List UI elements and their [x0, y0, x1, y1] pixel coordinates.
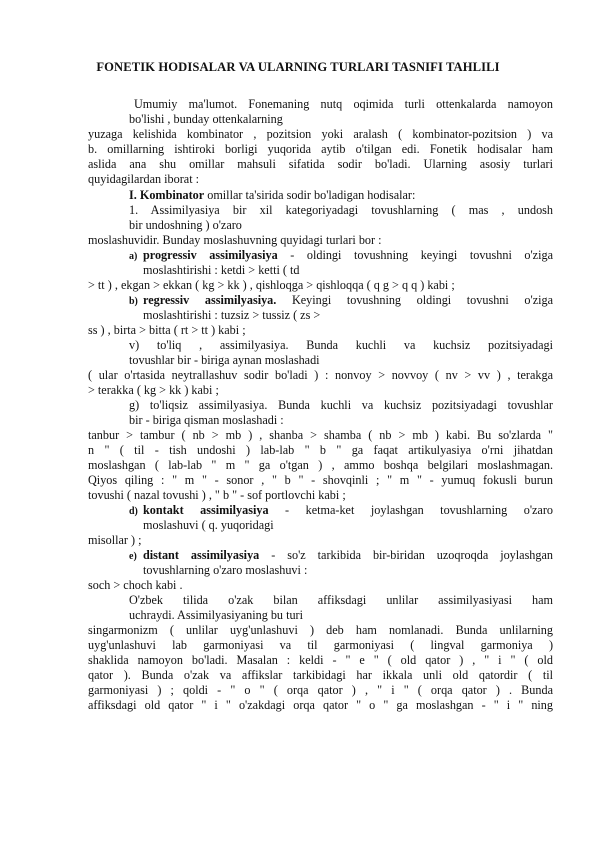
text-line: bir undoshning ) o'zaro — [129, 218, 242, 232]
text-span: Keyingi tovushning oldingi tovushni o'ziga — [276, 293, 553, 307]
term: regressiv assimilyasiya. — [143, 293, 277, 307]
text-line: > terakka ( kg > kk ) kabi ; — [88, 383, 219, 397]
term: distant assimilyasiya — [143, 548, 260, 562]
list-item-line: 1. Assimilyasiya bir xil kategoriyadagi tovushlarning ( mas , undosh — [129, 203, 553, 217]
term: progressiv assimilyasiya — [143, 248, 278, 262]
text-line: soch > choch kabi . — [88, 578, 183, 592]
list-marker: b) — [129, 296, 138, 307]
list-marker: d) — [129, 506, 138, 517]
list-item-line — [143, 293, 553, 308]
text-line: moslashuvidir. Bunday moslashuvning quyidagi turlari bor : — [88, 233, 382, 247]
list-item-line — [143, 548, 553, 563]
text-line: tanbur > tambur ( nb > mb ) , shanba > shamba ( nb > mb ) kabi. Bu so'zlarda " — [88, 428, 553, 442]
document-title: FONETIK HODISALAR VA ULARNING TURLARI TASNIFI TAHLILI — [96, 60, 500, 74]
text-line: moslashtirishi : tuzsiz > tussiz ( zs > — [143, 308, 321, 322]
text-line: tovushlarning o'zaro moslashuvi : — [143, 563, 308, 577]
text-line: O'zbek tilida o'zak bilan affiksdagi unlilar assimilyasiyasi ham — [129, 593, 553, 607]
text-line: qator ). Bunda o'zak va affikslar tarkibidagi har ikkala unli old qatordir ( til — [88, 668, 553, 682]
text-span: omillar ta'sirida sodir bo'ladigan hodisalar: — [204, 188, 416, 202]
text-line: singarmonizm ( unlilar uyg'unlashuvi ) deb ham nomlanadi. Bunda unlilarning — [88, 623, 553, 637]
list-item-line — [143, 248, 553, 263]
text-line: Umumiy ma'lumot. Fonemaning nutq oqimida turli ottenkalarda namoyon — [134, 97, 553, 111]
text-line: tovushlar bir - biriga aynan moslashadi — [129, 353, 320, 367]
section-heading-line — [129, 188, 415, 203]
text-line: moslashgan ( lab-lab " m " ga o'tgan ) , ammo boshqa belgilari moslashmagan. — [88, 458, 553, 472]
list-item-line: v) to'liq , assimilyasiya. Bunda kuchli va kuchsiz pozitsiyadagi — [129, 338, 553, 352]
text-line: b. omillarning ishtiroki borligi yuqorida aytib o'tilgan edi. Fonetik hodisalar ham — [88, 142, 553, 156]
text-line: ss ) , birta > bitta ( rt > tt ) kabi ; — [88, 323, 246, 337]
term: kontakt assimilyasiya — [143, 503, 269, 517]
text-line: n " ( til - tish undoshi ) lab-lab " b " ga faqat artikulyasiya o'rni jihatdan — [88, 443, 553, 457]
text-span: - so'z tarkibida bir-biridan uzoqroqda joylashgan — [259, 548, 553, 562]
text-line: Qiyos qiling : " m " - sonor , " b " - shovqinli ; " m " - yumuq fokusli burun — [88, 473, 553, 487]
text-line: garmoniyasi ) ; qoldi - " o " ( orqa qator ) , " i " ( orqa qator ) . Bunda — [88, 683, 553, 697]
list-item-line: g) to'liqsiz assimilyasiya. Bunda kuchli va kuchsiz pozitsiyadagi tovushlar — [129, 398, 553, 412]
text-line: misollar ) ; — [88, 533, 142, 547]
text-line: aslida ana shu omillar mahsuli sifatida sodir bo'ladi. Ularning asosiy turlari — [88, 157, 553, 171]
section-heading: I. Kombinator — [129, 188, 205, 202]
text-span: - oldingi tovushning keyingi tovushni o'ziga — [277, 248, 553, 262]
text-line: quyidagilardan iborat : — [88, 172, 200, 186]
list-marker: a) — [129, 251, 138, 262]
text-line: bir - biriga qisman moslashadi : — [129, 413, 284, 427]
text-span: - ketma-ket joylashgan tovushlarning o'zaro — [268, 503, 553, 517]
text-line: tovushi ( nazal tovushi ) , " b " - sof portlovchi kabi ; — [88, 488, 346, 502]
text-line: yuzaga kelishida kombinator , pozitsion yoki aralash ( kombinator-pozitsion ) va — [88, 127, 553, 141]
text-line: shaklida namoyon bo'ladi. Masalan : keldi - " e " ( old qator ) , " i " ( old — [88, 653, 553, 667]
text-line: moslashuvi ( q. yuqoridagi — [143, 518, 274, 532]
text-line: uyg'unlashuvi lab garmoniyasi va til garmoniyasi ( lingval garmoniya ) — [88, 638, 553, 652]
text-line: > tt ) , ekgan > ekkan ( kg > kk ) , qishloqga > qishloqqa ( q g > q q ) kabi ; — [88, 278, 455, 292]
text-line: bo'lishi , bunday ottenkalarning — [129, 112, 283, 126]
text-line: ( ular o'rtasida neytrallashuv sodir bo'ladi ) : nonvoy > novvoy ( nv > vv ) , terakga — [88, 368, 553, 382]
text-line: moslashtirishi : ketdi > ketti ( td — [143, 263, 300, 277]
text-line: affiksdagi old qator " i " o'zakdagi orqa qator " o " ga moslashgan - " i " ning — [88, 698, 553, 712]
list-item-line — [143, 503, 553, 518]
text-line: uchraydi. Assimilyasiyaning bu turi — [129, 608, 303, 622]
list-marker: e) — [129, 551, 137, 562]
